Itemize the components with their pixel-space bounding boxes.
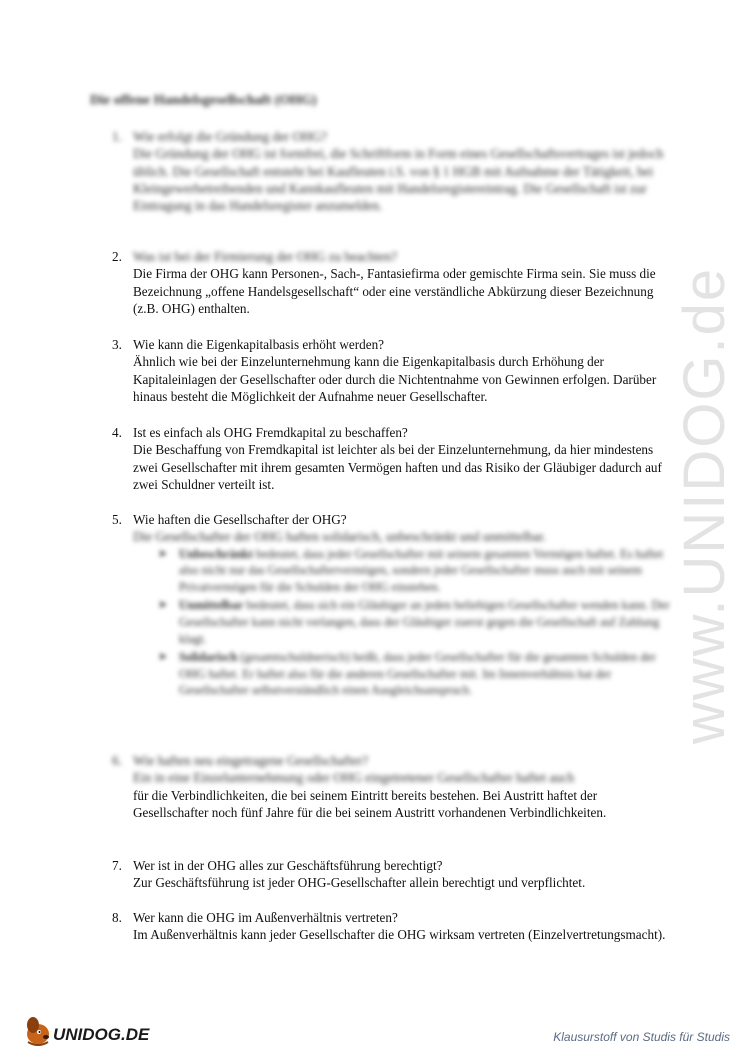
question-number: 5. (112, 512, 122, 527)
answer-text: für die Verbindlichkeiten, die bei seinem Eintritt bereits bestehen. Bei Austritt haftet der Gesellschafter noch fünf Jahre für die bei seinem Austritt vorhandenen Verbindlichkeiten. (133, 787, 607, 820)
answer-text-blurred: Ein in eine Einzelunternehmung oder OHG eingetretener Gesellschafter haftet auch (133, 770, 575, 786)
answer-text: Die Gründung der OHG ist formfrei, die Schriftform in Form eines Gesellschaftsvertrages ist jedoch üblich. Die Gesellschaft entsteht bei Kaufleuten i.S. von § 1 HGB mit Aufnahme der Tätigkeit, bei Kleingewerbetreibenden und Kannkaufleuten mit Handelsregistereintrag. Die Gesellschaft ist zur Eintragung in das Handelsregister anzumelden. (133, 146, 664, 214)
watermark-text: www.UNIDOG.de (672, 266, 738, 744)
bullet-item (158, 597, 672, 647)
question-item-4 (112, 424, 672, 493)
question-item-6 (112, 752, 672, 821)
question-item-8 (112, 909, 672, 944)
logo-wordmark: UNIDOG.DE (53, 1025, 150, 1044)
question-text: Wie erfolgt die Gründung der OHG? (133, 129, 327, 144)
answer-text: Die Beschaffung von Fremdkapital ist leichter als bei der Einzelunternehmung, da hier mindestens zwei Gesellschafter mit ihrem gesamten Vermögen haften und das Risiko der Gläubiger dadurch auf zwei Schuldner verteilt ist. (133, 442, 662, 492)
question-item-5 (112, 511, 672, 701)
question-item-3 (112, 336, 672, 405)
arrow-bullet-icon: ➤ (158, 599, 168, 612)
arrow-bullet-icon: ➤ (158, 651, 168, 664)
bullet-item (158, 546, 672, 596)
answer-text: Im Außenverhältnis kann jeder Gesellschafter die OHG wirksam vertreten (Einzelvertretungsmacht). (133, 927, 666, 943)
page-title: Die offene Handelsgesellschaft (OHG) (90, 93, 317, 108)
question-text: Wie haften neu eingetragene Gesellschafter? (133, 753, 369, 768)
question-text: Was ist bei der Firmierung der OHG zu beachten? (133, 249, 398, 264)
unidog-logo[interactable] (22, 1012, 172, 1048)
bullet-text: bedeutet, dass jeder Gesellschafter mit seinem gesamten Vermögen haftet. Es haftet also nicht nur das Gesellschaftervermögen, sondern jeder Gesellschafter muss auch mit seinem Privatvermögen für die Schulden der OHG einstehen. (179, 546, 664, 594)
dog-mascot-icon (27, 1017, 49, 1045)
bullet-text: bedeutet, dass sich ein Gläubiger an jeden beliebigen Gesellschafter wenden kann. Der Gesellschafter kann nicht verlangen, dass der Gläubiger zuerst gegen die Gesellschaft auf Zahlung klagt. (179, 598, 670, 646)
bullet-term: Unbeschränkt (179, 546, 253, 561)
watermark (660, 266, 750, 744)
question-number: 4. (112, 425, 122, 440)
question-text: Wer kann die OHG im Außenverhältnis vertreten? (133, 910, 398, 925)
question-number: 7. (112, 858, 122, 873)
bullet-term: Unmittelbar (179, 598, 244, 613)
answer-text: Zur Geschäftsführung ist jeder OHG-Gesellschafter allein berechtigt und verpflichtet. (133, 875, 586, 891)
question-item-1 (112, 128, 672, 214)
bullet-text: (gesamtschuldnerisch) heißt, dass jeder Gesellschafter für die gesamten Schulden der OHG haftet. Er haftet also für die anderen Gesellschafter mit. Im Innenverhältnis hat der Gesellschafter selbstverständlich einen Ausgleichsanspruch. (179, 650, 656, 698)
question-text: Wie haften die Gesellschafter der OHG? (133, 512, 347, 527)
question-text: Wer ist in der OHG alles zur Geschäftsführung berechtigt? (133, 858, 443, 873)
question-number: 8. (112, 910, 122, 925)
liability-bullet-list (158, 546, 672, 699)
bullet-term: Solidarisch (179, 650, 238, 665)
question-number: 6. (112, 753, 122, 768)
answer-text: Die Firma der OHG kann Personen-, Sach-, Fantasiefirma oder gemischte Firma sein. Sie muss die Bezeichnung „offene Handelsgesellschaft“ oder eine verständliche Abkürzung dieser Bezeichnung (z.B. OHG) enthalten. (133, 266, 656, 316)
question-number: 3. (112, 337, 122, 352)
question-text: Ist es einfach als OHG Fremdkapital zu beschaffen? (133, 425, 408, 440)
arrow-bullet-icon: ➤ (158, 547, 168, 560)
footer-tagline: Klausurstoff von Studis für Studis (553, 1030, 730, 1044)
question-number: 2. (112, 249, 122, 264)
question-text: Wie kann die Eigenkapitalbasis erhöht werden? (133, 337, 385, 352)
question-number: 1. (112, 129, 122, 144)
question-item-7 (112, 857, 672, 892)
answer-text: Ähnlich wie bei der Einzelunternehmung kann die Eigenkapitalbasis durch Erhöhung der Kapitaleinlagen der Gesellschafter oder durch die Nichtentnahme von Gewinnen erfolgen. Darüber hinaus besteht die Möglichkeit der Aufnahme neuer Gesellschafter. (133, 354, 657, 404)
answer-text: Die Gesellschafter der OHG haften solidarisch, unbeschränkt und unmittelbar. (133, 529, 547, 545)
bullet-item (158, 649, 672, 699)
question-item-2 (112, 248, 672, 317)
